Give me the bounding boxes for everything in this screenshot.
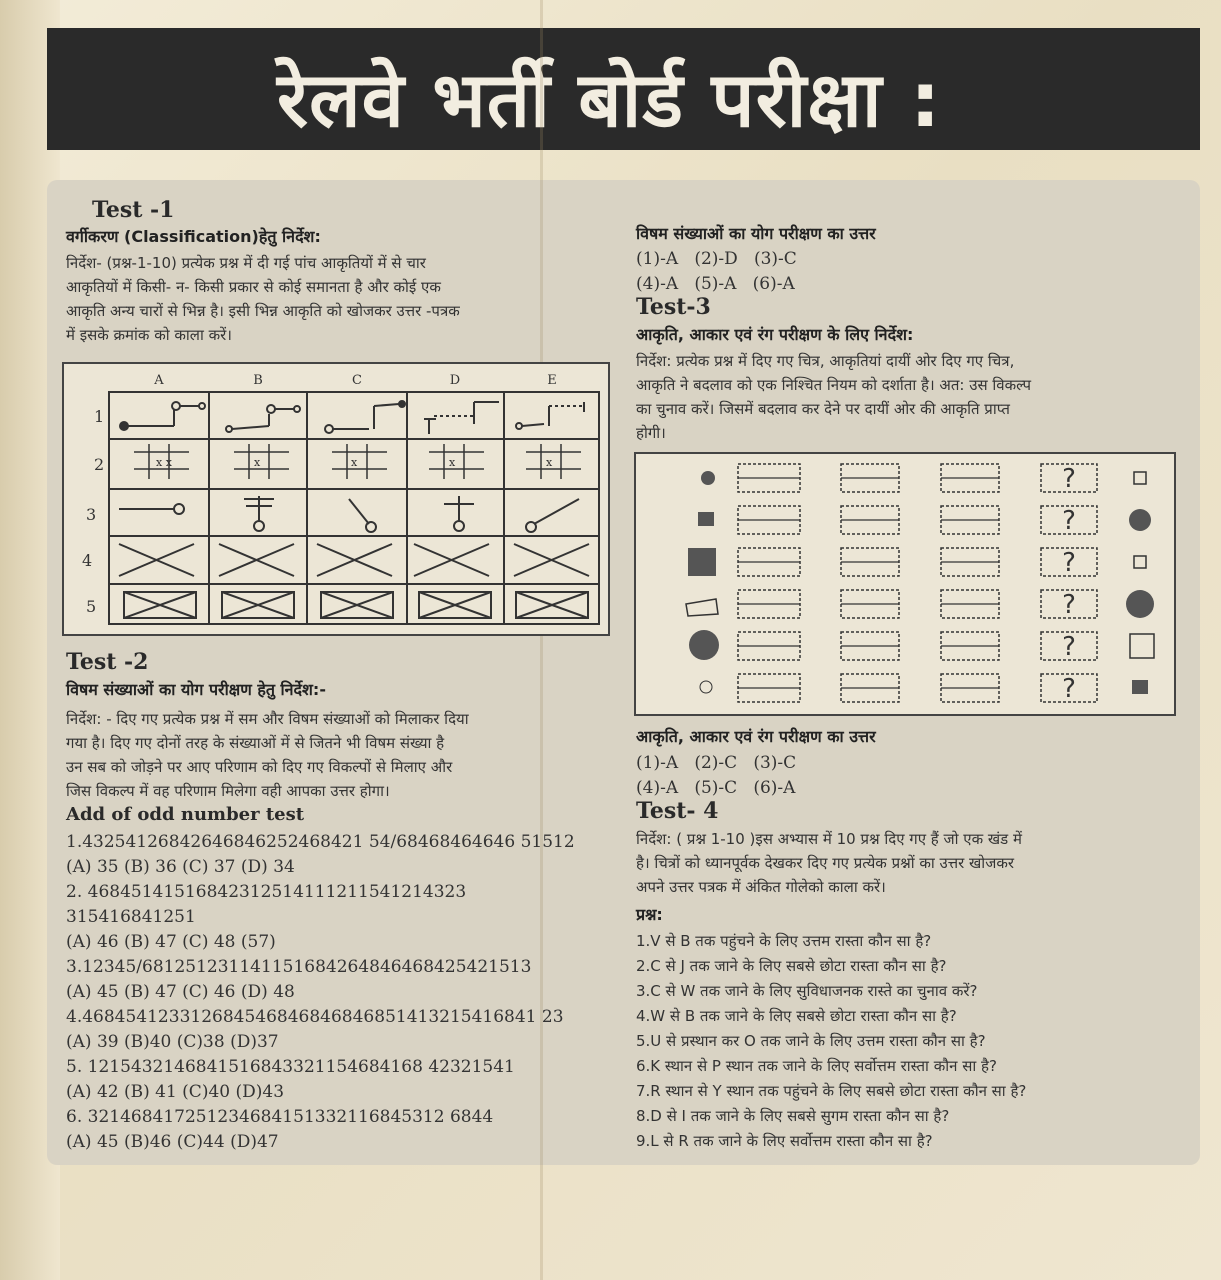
- svg-text:x x: x x: [156, 456, 172, 469]
- grid-row-5: 5: [86, 597, 97, 616]
- test4-question-5: 5.U से प्रस्थान कर O तक जाने के लिए उत्तम रास्ता कौन सा है?: [636, 1032, 986, 1050]
- sequence-question-1: ?: [1062, 464, 1076, 494]
- test4-line-1: निर्देश: ( प्रश्न 1-10 )इस अभ्यास में 10 प्रश्न दिए गए हैं जो एक खंड में: [636, 830, 1022, 848]
- test2-item-13: (A) 45 (B)46 (C)44 (D)47: [66, 1132, 279, 1152]
- row4-figures: [119, 544, 589, 576]
- grid-col-a: A: [154, 373, 164, 388]
- svg-text:x: x: [351, 456, 358, 469]
- test3-heading: Test-3: [636, 294, 711, 320]
- test2-line-4: जिस विकल्प में वह परिणाम मिलेगा वही आपका उत्तर होगा।: [66, 782, 390, 800]
- banner-title: रेलवे भर्ती बोर्ड परीक्षा :: [277, 55, 942, 144]
- test2-line-2: गया है। दिए गए दोनों तरह के संख्याओं में से जितने भी विषम संख्या है: [66, 734, 445, 752]
- answers2-row-2: (4)-A (5)-A (6)-A: [636, 274, 795, 294]
- test4-line-2: है। चित्रों को ध्यानपूर्वक देखकर दिए गए प्रत्येक प्रश्नों का उत्तर खोजकर: [636, 854, 1014, 872]
- test2-item-11: (A) 42 (B) 41 (C)40 (D)43: [66, 1082, 285, 1102]
- row1-figures: [120, 401, 584, 434]
- test4-question-2: 2.C से J तक जाने के लिए सबसे छोटा रास्ता कौन सा है?: [636, 957, 947, 975]
- answers3-heading: आकृति, आकार एवं रंग परीक्षण का उत्तर: [636, 727, 876, 746]
- sequence-question-6: ?: [1062, 674, 1076, 704]
- test1-subheading: वर्गीकरण (Classification)हेतु निर्देश:: [66, 227, 321, 246]
- svg-text:x: x: [254, 456, 261, 469]
- test2-item-5: (A) 46 (B) 47 (C) 48 (57): [66, 932, 276, 952]
- answers2-row-1: (1)-A (2)-D (3)-C: [636, 249, 797, 269]
- test2-subtitle: Add of odd number test: [66, 804, 305, 825]
- test2-item-7: (A) 45 (B) 47 (C) 46 (D) 48: [66, 982, 295, 1002]
- test2-item-9: (A) 39 (B)40 (C)38 (D)37: [66, 1032, 279, 1052]
- test1-line-2: आकृतियों में किसी- न- किसी प्रकार से कोई समानता है और कोई एक: [66, 278, 441, 296]
- grid-col-d: D: [449, 373, 461, 388]
- test2-line-3: उन सब को जोड़ने पर आए परिणाम को दिए गए विकल्पों से मिलाए और: [66, 758, 453, 776]
- grid-col-b: B: [253, 373, 263, 388]
- test4-question-label: प्रश्न:: [636, 905, 663, 924]
- test1-line-4: में इसके क्रमांक को काला करें।: [66, 326, 232, 344]
- row5-figures: [124, 592, 588, 618]
- grid-row-1: 1: [94, 407, 105, 426]
- test2-item-12: 6. 321468417251234684151332116845312 6844: [66, 1107, 494, 1127]
- test4-question-8: 8.D से I तक जाने के लिए सबसे सुगम रास्ता कौन सा है?: [636, 1107, 950, 1125]
- test2-item-2: (A) 35 (B) 36 (C) 37 (D) 34: [66, 857, 295, 877]
- test3-line-3: का चुनाव करें। जिसमें बदलाव कर देने पर दायीं ओर की आकृति प्राप्त: [636, 400, 1010, 418]
- svg-text:x: x: [449, 456, 456, 469]
- sequence-question-5: ?: [1062, 632, 1076, 662]
- test2-heading: Test -2: [66, 649, 149, 675]
- test3-line-4: होगी।: [636, 424, 666, 442]
- test2-item-1: 1.43254126842646846252468421 54/68468464646 51512: [66, 832, 575, 852]
- test1-heading: Test -1: [92, 197, 175, 223]
- sequence-question-3: ?: [1062, 548, 1076, 578]
- test4-question-3: 3.C से W तक जाने के लिए सुविधाजनक रास्ते का चुनाव करें?: [636, 982, 978, 1000]
- grid-row-3: 3: [86, 505, 97, 524]
- test2-line-1: निर्देश: - दिए गए प्रत्येक प्रश्न में सम और विषम संख्याओं को मिलाकर दिया: [66, 710, 469, 728]
- grid-row-4: 4: [82, 551, 93, 570]
- test3-subheading: आकृति, आकार एवं रंग परीक्षण के लिए निर्देश:: [636, 325, 914, 344]
- test1-line-3: आकृति अन्य चारों से भिन्न है। इसी भिन्न आकृति को खोजकर उत्तर -पत्रक: [66, 302, 460, 320]
- classification-grid: [64, 364, 608, 634]
- classification-figure: [62, 362, 610, 636]
- row3-figures: [119, 496, 579, 532]
- sequence-grid: [636, 454, 1174, 714]
- test4-question-6: 6.K स्थान से P स्थान तक जाने के लिए सर्वोत्तम रास्ता कौन सा है?: [636, 1057, 997, 1075]
- test4-heading: Test- 4: [636, 798, 719, 824]
- answers3-row-1: (1)-A (2)-C (3)-C: [636, 753, 797, 773]
- test1-line-1: निर्देश- (प्रश्न-1-10) प्रत्येक प्रश्न में दी गई पांच आकृतियों में से चार: [66, 254, 426, 272]
- test2-subheading: विषम संख्याओं का योग परीक्षण हेतु निर्देश:-: [66, 680, 326, 699]
- test2-item-6: 3.12345/681251231141151684264846468425421513: [66, 957, 532, 977]
- answers2-heading: विषम संख्याओं का योग परीक्षण का उत्तर: [636, 224, 876, 243]
- grid-row-2: 2: [94, 455, 105, 474]
- row2-figures: [134, 444, 581, 479]
- test4-line-3: अपने उत्तर पत्रक में अंकित गोलेको काला करें।: [636, 878, 886, 896]
- sequence-question-2: ?: [1062, 506, 1076, 536]
- test2-item-8: 4.468454123312684546846846846851413215416841 23: [66, 1007, 564, 1027]
- svg-text:x: x: [546, 456, 553, 469]
- header-banner: [47, 28, 1200, 150]
- test4-question-1: 1.V से B तक पहुंचने के लिए उत्तम रास्ता कौन सा है?: [636, 932, 932, 950]
- test3-line-1: निर्देश: प्रत्येक प्रश्न में दिए गए चित्र, आकृतियां दायीं ओर दिए गए चित्र,: [636, 352, 1015, 370]
- sequence-question-4: ?: [1062, 590, 1076, 620]
- test4-question-4: 4.W से B तक जाने के लिए सबसे छोटा रास्ता कौन सा है?: [636, 1007, 957, 1025]
- test2-item-10: 5. 1215432146841516843321154684168 42321541: [66, 1057, 515, 1077]
- answers3-row-2: (4)-A (5)-C (6)-A: [636, 778, 796, 798]
- test3-line-2: आकृति ने बदलाव को एक निश्चित नियम को दर्शाता है। अत: उस विकल्प: [636, 376, 1032, 394]
- test2-item-4: 315416841251: [66, 907, 196, 927]
- test4-question-7: 7.R स्थान से Y स्थान तक पहुंचने के लिए सबसे छोटा रास्ता कौन सा है?: [636, 1082, 1027, 1100]
- test4-question-9: 9.L से R तक जाने के लिए सर्वोत्तम रास्ता कौन सा है?: [636, 1132, 933, 1150]
- sequence-figure: [634, 452, 1176, 716]
- vertical-crease: [540, 0, 543, 1280]
- grid-col-e: E: [547, 373, 557, 388]
- grid-col-c: C: [352, 373, 362, 388]
- test2-item-3: 2. 46845141516842312514111211541214323: [66, 882, 467, 902]
